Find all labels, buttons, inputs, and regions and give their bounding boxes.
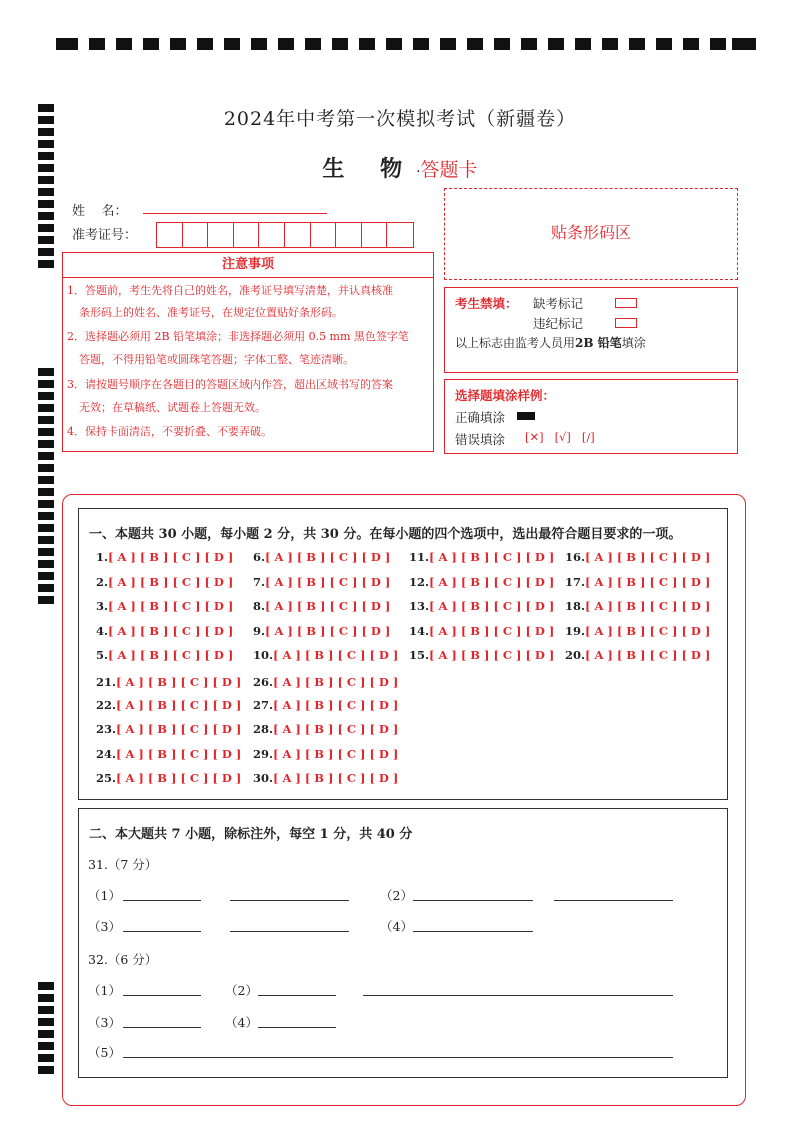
mcq-question-number: 25. xyxy=(96,771,117,785)
q31-part2-blank-b[interactable] xyxy=(554,900,673,901)
mcq-question-3[interactable] xyxy=(96,599,233,613)
mcq-options[interactable]: [ A ] [ B ] [ C ] [ D ] xyxy=(108,648,234,662)
mcq-question-number: 29. xyxy=(253,747,274,761)
correct-fill-sample xyxy=(517,412,535,420)
section1-title: 一、本题共 30 小题，每小题 2 分，共 30 分。在每小题的四个选项中，选出最符合题目要求的一项。 xyxy=(89,527,682,542)
forbid-note-text: 以上标志由监考人员用 xyxy=(455,336,576,350)
mcq-question-5[interactable] xyxy=(96,648,233,662)
mcq-question-22[interactable] xyxy=(96,698,241,712)
notice-title: 注意事项 xyxy=(63,253,433,278)
q31-part4-blank[interactable] xyxy=(413,931,533,932)
mcq-question-24[interactable] xyxy=(96,747,241,761)
exam-title: 2024年中考第一次模拟考试（新疆卷） xyxy=(223,108,577,130)
mcq-question-number: 17. xyxy=(565,575,586,589)
notice-box xyxy=(62,252,434,452)
mcq-question-number: 7. xyxy=(253,575,266,589)
mcq-question-number: 14. xyxy=(409,624,430,638)
mcq-question-23[interactable] xyxy=(96,722,241,736)
sample-title: 选择题填涂样例： xyxy=(455,388,556,403)
mcq-question-26[interactable] xyxy=(253,675,398,689)
mcq-options[interactable]: [ A ] [ B ] [ C ] [ D ] xyxy=(273,747,399,761)
q31-part1-blank-a[interactable] xyxy=(123,900,201,901)
mcq-question-number: 3. xyxy=(96,599,109,613)
forbid-note-end: 填涂 xyxy=(621,336,646,350)
mcq-question-12[interactable] xyxy=(409,575,554,589)
mcq-options[interactable]: [ A ] [ B ] [ C ] [ D ] xyxy=(585,648,711,662)
examiner-only-box xyxy=(444,287,738,373)
q32-part2-label: （2） xyxy=(225,983,258,998)
notice-item: 无效；在草稿纸、试题卷上答题无效。 xyxy=(79,401,266,414)
mcq-options[interactable]: [ A ] [ B ] [ C ] [ D ] xyxy=(585,599,711,613)
violation-label: 违纪标记 xyxy=(533,316,584,331)
mcq-question-number: 11. xyxy=(409,550,430,564)
q32-part5-blank[interactable] xyxy=(123,1057,673,1058)
mcq-question-2[interactable] xyxy=(96,575,233,589)
timing-marks-top xyxy=(56,38,756,50)
mcq-question-18[interactable] xyxy=(565,599,710,613)
mcq-question-7[interactable] xyxy=(253,575,390,589)
violation-mark-box[interactable] xyxy=(615,318,637,328)
mcq-options[interactable]: [ A ] [ B ] [ C ] [ D ] xyxy=(108,550,234,564)
q32-label: 32.（6 分） xyxy=(88,952,158,967)
mcq-options[interactable]: [ A ] [ B ] [ C ] [ D ] xyxy=(108,575,234,589)
mcq-question-21[interactable] xyxy=(96,675,241,689)
q31-part3-blank-b[interactable] xyxy=(230,931,349,932)
mcq-options[interactable]: [ A ] [ B ] [ C ] [ D ] xyxy=(116,747,242,761)
mcq-options[interactable]: [ A ] [ B ] [ C ] [ D ] xyxy=(108,624,234,638)
mcq-question-number: 20. xyxy=(565,648,586,662)
mcq-question-1[interactable] xyxy=(96,550,233,564)
mcq-question-number: 13. xyxy=(409,599,430,613)
q31-part1-blank-b[interactable] xyxy=(230,900,349,901)
mcq-question-number: 15. xyxy=(409,648,430,662)
forbid-label: 考生禁填： xyxy=(455,296,518,311)
id-label: 准考证号： xyxy=(72,228,138,243)
mcq-question-number: 24. xyxy=(96,747,117,761)
mcq-question-number: 12. xyxy=(409,575,430,589)
mcq-options[interactable]: [ A ] [ B ] [ C ] [ D ] xyxy=(265,624,391,638)
mcq-question-14[interactable] xyxy=(409,624,554,638)
forbid-note-bold: 2B 铅笔 xyxy=(575,336,622,350)
q31-label: 31.（7 分） xyxy=(88,857,158,872)
mcq-options[interactable]: [ A ] [ B ] [ C ] [ D ] xyxy=(429,624,555,638)
mcq-question-30[interactable] xyxy=(253,771,398,785)
mcq-options[interactable]: [ A ] [ B ] [ C ] [ D ] xyxy=(429,599,555,613)
mcq-question-number: 23. xyxy=(96,722,117,736)
mcq-question-10[interactable] xyxy=(253,648,398,662)
mcq-options[interactable]: [ A ] [ B ] [ C ] [ D ] xyxy=(108,599,234,613)
mcq-question-number: 5. xyxy=(96,648,109,662)
barcode-area: 贴条形码区 xyxy=(444,188,738,280)
mcq-question-number: 16. xyxy=(565,550,586,564)
q31-part3-label: （3） xyxy=(88,919,121,934)
mcq-question-number: 6. xyxy=(253,550,266,564)
mcq-question-15[interactable] xyxy=(409,648,554,662)
mcq-options[interactable]: [ A ] [ B ] [ C ] [ D ] xyxy=(585,550,711,564)
mcq-question-4[interactable] xyxy=(96,624,233,638)
notice-item: 答题，不得用铅笔或圆珠笔答题；字体工整、笔迹清晰。 xyxy=(79,353,354,366)
mcq-options[interactable]: [ A ] [ B ] [ C ] [ D ] xyxy=(116,771,242,785)
q32-part4-blank[interactable] xyxy=(258,1027,336,1028)
mcq-question-number: 1. xyxy=(96,550,109,564)
absent-label: 缺考标记 xyxy=(533,296,584,311)
mcq-question-17[interactable] xyxy=(565,575,710,589)
subject-title xyxy=(0,152,800,183)
mcq-options[interactable]: [ A ] [ B ] [ C ] [ D ] xyxy=(273,648,399,662)
mcq-question-number: 21. xyxy=(96,675,117,689)
short-answer-section xyxy=(78,808,728,1078)
notice-item: 4．保持卡面清洁，不要折叠、不要弄破。 xyxy=(67,425,272,438)
q31-part2-blank-a[interactable] xyxy=(413,900,533,901)
section2-title: 二、本大题共 7 小题，除标注外，每空 1 分，共 40 分 xyxy=(89,827,413,842)
mcq-question-6[interactable] xyxy=(253,550,390,564)
q31-part2-label: （2） xyxy=(380,888,413,903)
mcq-options[interactable]: [ A ] [ B ] [ C ] [ D ] xyxy=(585,624,711,638)
q32-part5-label: （5） xyxy=(88,1045,121,1060)
wrong-label: 错误填涂 xyxy=(455,432,506,447)
q32-part3-label: （3） xyxy=(88,1015,121,1030)
q31-part4-label: （4） xyxy=(380,919,413,934)
subject-dot: · xyxy=(416,164,421,180)
mcq-options[interactable]: [ A ] [ B ] [ C ] [ D ] xyxy=(116,698,242,712)
mcq-question-16[interactable] xyxy=(565,550,710,564)
q31-part1-label: （1） xyxy=(88,888,121,903)
mcq-question-number: 4. xyxy=(96,624,109,638)
mcq-question-number: 27. xyxy=(253,698,274,712)
q31-part3-blank-a[interactable] xyxy=(123,931,201,932)
mcq-question-25[interactable] xyxy=(96,771,241,785)
forbid-note xyxy=(455,334,646,351)
mcq-question-number: 9. xyxy=(253,624,266,638)
notice-item: 3．请按题号顺序在各题目的答题区域内作答，超出区域书写的答案 xyxy=(67,378,393,391)
mcq-question-29[interactable] xyxy=(253,747,398,761)
mcq-options[interactable]: [ A ] [ B ] [ C ] [ D ] xyxy=(585,575,711,589)
notice-item: 2．选择题必须用 2B 铅笔填涂；非选择题必须用 0.5 mm 黑色签字笔 xyxy=(67,330,409,343)
mcq-question-number: 2. xyxy=(96,575,109,589)
mcq-question-number: 22. xyxy=(96,698,117,712)
mcq-question-20[interactable] xyxy=(565,648,710,662)
q32-part2-blank-a[interactable] xyxy=(258,995,336,996)
subject-name: 生 物 xyxy=(322,156,417,182)
notice-item: 条形码上的姓名、准考证号，在规定位置贴好条形码。 xyxy=(79,306,343,319)
mcq-options[interactable]: [ A ] [ B ] [ C ] [ D ] xyxy=(429,550,555,564)
q32-part4-label: （4） xyxy=(225,1015,258,1030)
name-label: 姓 名： xyxy=(72,204,128,219)
mcq-question-number: 8. xyxy=(253,599,266,613)
mcq-options[interactable]: [ A ] [ B ] [ C ] [ D ] xyxy=(265,575,391,589)
mcq-options[interactable]: [ A ] [ B ] [ C ] [ D ] xyxy=(429,575,555,589)
fill-sample-box xyxy=(444,379,738,454)
name-field[interactable] xyxy=(143,213,327,214)
mcq-question-11[interactable] xyxy=(409,550,554,564)
mcq-options[interactable]: [ A ] [ B ] [ C ] [ D ] xyxy=(429,648,555,662)
id-number-boxes[interactable] xyxy=(156,222,414,248)
mcq-question-13[interactable] xyxy=(409,599,554,613)
notice-item: 1．答题前，考生先将自己的姓名，准考证号填写清楚，并认真核准 xyxy=(67,284,393,297)
q32-part1-label: （1） xyxy=(88,983,121,998)
mcq-question-19[interactable] xyxy=(565,624,710,638)
q32-part2-blank-b[interactable] xyxy=(363,995,673,996)
mcq-question-9[interactable] xyxy=(253,624,390,638)
mcq-options[interactable]: [ A ] [ B ] [ C ] [ D ] xyxy=(116,675,242,689)
mcq-options[interactable]: [ A ] [ B ] [ C ] [ D ] xyxy=(265,599,391,613)
absent-mark-box[interactable] xyxy=(615,298,637,308)
mcq-question-number: 28. xyxy=(253,722,274,736)
mcq-question-number: 30. xyxy=(253,771,274,785)
mcq-question-8[interactable] xyxy=(253,599,390,613)
mcq-question-27[interactable] xyxy=(253,698,398,712)
wrong-fill-samples: [✕] [√] [/] xyxy=(525,430,595,444)
mcq-options[interactable]: [ A ] [ B ] [ C ] [ D ] xyxy=(265,550,391,564)
q32-part1-blank[interactable] xyxy=(123,995,201,996)
mcq-question-28[interactable] xyxy=(253,722,398,736)
card-label: 答题卡 xyxy=(420,159,478,181)
mcq-options[interactable]: [ A ] [ B ] [ C ] [ D ] xyxy=(273,675,399,689)
mcq-options[interactable]: [ A ] [ B ] [ C ] [ D ] xyxy=(116,722,242,736)
mcq-question-number: 18. xyxy=(565,599,586,613)
mcq-options[interactable]: [ A ] [ B ] [ C ] [ D ] xyxy=(273,722,399,736)
q32-part3-blank[interactable] xyxy=(123,1027,201,1028)
mcq-options[interactable]: [ A ] [ B ] [ C ] [ D ] xyxy=(273,698,399,712)
correct-label: 正确填涂 xyxy=(455,410,506,425)
mcq-options[interactable]: [ A ] [ B ] [ C ] [ D ] xyxy=(273,771,399,785)
mcq-question-number: 26. xyxy=(253,675,274,689)
mcq-question-number: 19. xyxy=(565,624,586,638)
mcq-question-number: 10. xyxy=(253,648,274,662)
